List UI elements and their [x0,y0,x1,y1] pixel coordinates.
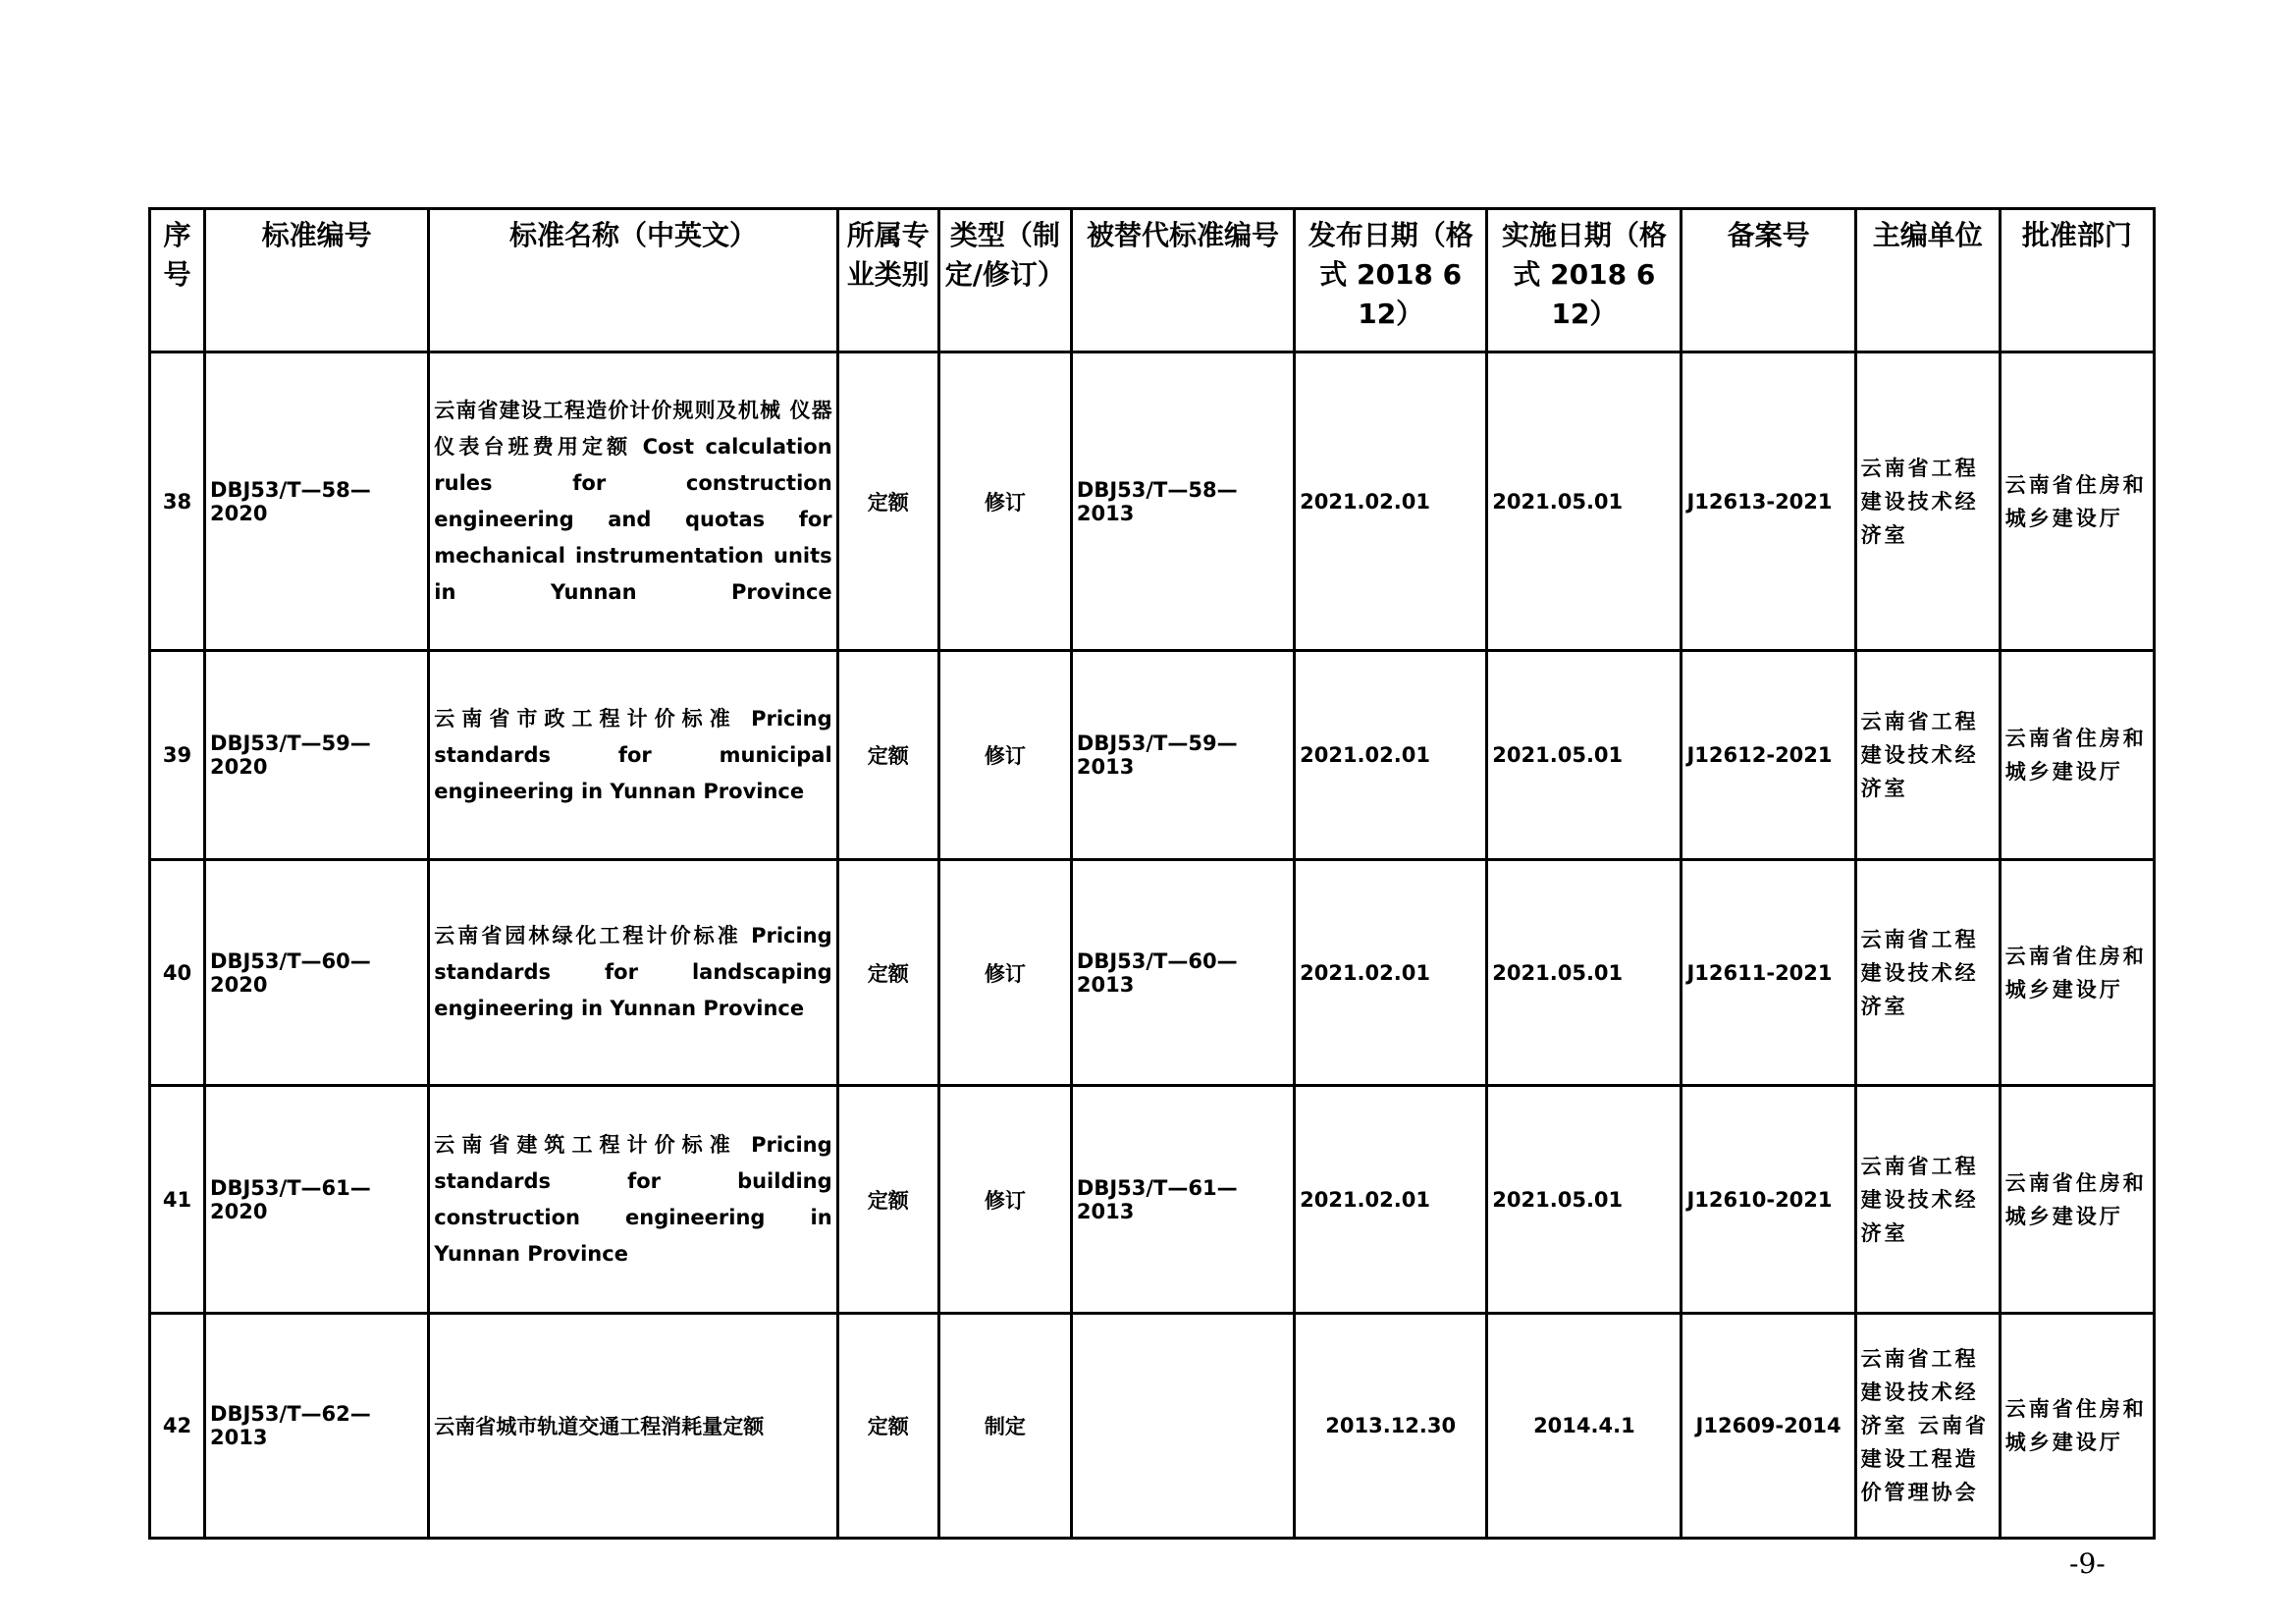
cell-replaced: DBJ53/T—58—2013 [1071,352,1294,651]
header-replaced: 被替代标准编号 [1071,209,1294,352]
cell-category: 定额 [837,1314,938,1539]
cell-code: DBJ53/T—61—2020 [205,1086,429,1314]
cell-type: 修订 [938,352,1071,651]
cell-record: J12612-2021 [1682,651,1855,860]
cell-implement-date: 2021.05.01 [1487,352,1682,651]
header-category: 所属专业类别 [837,209,938,352]
cell-record: J12613-2021 [1682,352,1855,651]
cell-category: 定额 [837,651,938,860]
cell-replaced: DBJ53/T—61—2013 [1071,1086,1294,1314]
cell-record: J12611-2021 [1682,860,1855,1086]
table-row [150,860,2155,1086]
cell-type: 修订 [938,1086,1071,1314]
cell-editor: 云南省工程建设技术经济室 [1855,352,2000,651]
cell-seq: 39 [150,651,205,860]
cell-publish-date: 2013.12.30 [1295,1314,1487,1539]
cell-publish-date: 2021.02.01 [1295,1086,1487,1314]
page-number: -9- [2069,1547,2106,1580]
standards-table [148,207,2156,1540]
cell-replaced [1071,1314,1294,1539]
cell-approver: 云南省住房和城乡建设厅 [2000,352,2154,651]
header-implement-date: 实施日期（格式 2018 6 12） [1487,209,1682,352]
header-publish-date: 发布日期（格式 2018 6 12） [1295,209,1487,352]
cell-code: DBJ53/T—62—2013 [205,1314,429,1539]
cell-type: 修订 [938,860,1071,1086]
cell-implement-date: 2021.05.01 [1487,1086,1682,1314]
cell-type: 制定 [938,1314,1071,1539]
table-row [150,352,2155,651]
header-editor: 主编单位 [1855,209,2000,352]
cell-editor: 云南省工程建设技术经济室 云南省建设工程造价管理协会 [1855,1314,2000,1539]
cell-code: DBJ53/T—60—2020 [205,860,429,1086]
cell-seq: 38 [150,352,205,651]
cell-code: DBJ53/T—59—2020 [205,651,429,860]
cell-implement-date: 2014.4.1 [1487,1314,1682,1539]
cell-publish-date: 2021.02.01 [1295,651,1487,860]
cell-seq: 41 [150,1086,205,1314]
header-name: 标准名称（中英文） [429,209,837,352]
cell-seq: 42 [150,1314,205,1539]
cell-record: J12609-2014 [1682,1314,1855,1539]
header-type: 类型（制定/修订） [938,209,1071,352]
table-row [150,1314,2155,1539]
header-seq: 序号 [150,209,205,352]
cell-publish-date: 2021.02.01 [1295,352,1487,651]
cell-name: 云南省建设工程造价计价规则及机械 仪器仪表台班费用定额 Cost calculation rules for construction engineering and quotas for mechanical instrumentation units in Yunnan Province [429,352,837,651]
cell-editor: 云南省工程建设技术经济室 [1855,860,2000,1086]
table-row [150,1086,2155,1314]
cell-type: 修订 [938,651,1071,860]
cell-name: 云南省城市轨道交通工程消耗量定额 [429,1314,837,1539]
cell-category: 定额 [837,352,938,651]
header-approver: 批准部门 [2000,209,2154,352]
cell-code: DBJ53/T—58—2020 [205,352,429,651]
cell-category: 定额 [837,860,938,1086]
table-header-row [150,209,2155,352]
cell-name: 云南省市政工程计价标准 Pricing standards for municipal engineering in Yunnan Province [429,651,837,860]
cell-seq: 40 [150,860,205,1086]
cell-approver: 云南省住房和城乡建设厅 [2000,1314,2154,1539]
cell-replaced: DBJ53/T—59—2013 [1071,651,1294,860]
header-code: 标准编号 [205,209,429,352]
cell-implement-date: 2021.05.01 [1487,860,1682,1086]
cell-editor: 云南省工程建设技术经济室 [1855,1086,2000,1314]
cell-replaced: DBJ53/T—60—2013 [1071,860,1294,1086]
cell-category: 定额 [837,1086,938,1314]
cell-name: 云南省园林绿化工程计价标准 Pricing standards for landscaping engineering in Yunnan Province [429,860,837,1086]
cell-name: 云南省建筑工程计价标准 Pricing standards for building construction engineering in Yunnan Province [429,1086,837,1314]
cell-record: J12610-2021 [1682,1086,1855,1314]
cell-editor: 云南省工程建设技术经济室 [1855,651,2000,860]
table-row [150,651,2155,860]
header-record: 备案号 [1682,209,1855,352]
cell-publish-date: 2021.02.01 [1295,860,1487,1086]
cell-approver: 云南省住房和城乡建设厅 [2000,651,2154,860]
cell-implement-date: 2021.05.01 [1487,651,1682,860]
cell-approver: 云南省住房和城乡建设厅 [2000,1086,2154,1314]
cell-approver: 云南省住房和城乡建设厅 [2000,860,2154,1086]
